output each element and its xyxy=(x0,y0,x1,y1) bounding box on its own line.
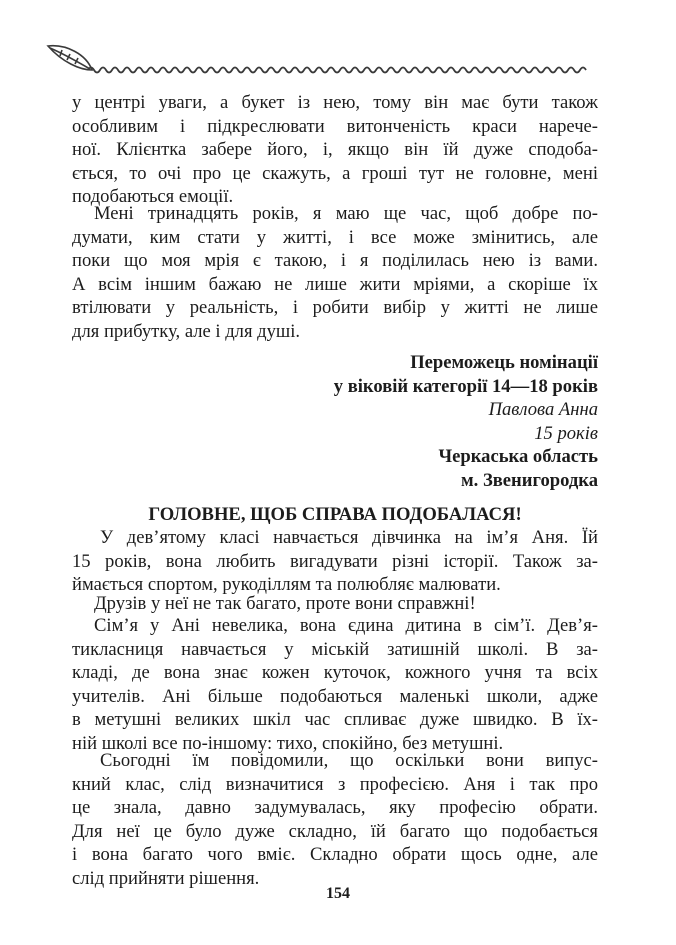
author-town: м. Звенигородка xyxy=(460,469,598,491)
text-line: особливим і підкреслювати витонченість краси нарече- xyxy=(72,115,598,137)
text-line: Для неї це було дуже складно, їй багато що подобається xyxy=(72,820,598,842)
paragraph-6 xyxy=(72,749,598,891)
text-line: 15 років, вона любить вигадувати різні історії. Також за- xyxy=(72,550,598,572)
text-line: ймається спортом, рукоділлям та полюбляє малювати. xyxy=(72,574,501,596)
text-line: ється, то очі про це скажуть, а гроші тут не головне, мені xyxy=(72,162,598,184)
author-name: Павлова Анна xyxy=(488,399,598,421)
paragraph-4 xyxy=(72,592,598,616)
award-title: Переможець номінації xyxy=(410,352,598,373)
text-line: для прибутку, але і для душі. xyxy=(72,320,301,342)
text-line: в метушні великих шкіл час спливає дуже швидко. В їх- xyxy=(72,709,598,731)
author-age: 15 років xyxy=(534,422,598,444)
text-line: це знала, давно задумувалась, яку професію обрати. xyxy=(72,797,598,819)
text-line: подобаються емоції. xyxy=(72,186,234,208)
text-line: слід прийняти рішення. xyxy=(72,867,260,889)
wavy-rule xyxy=(88,68,586,73)
text-line: ної. Клієнтка забере його, і, якщо він їй дуже сподоба- xyxy=(72,139,598,161)
text-line: поки що моя мрія є такою, і я поділилась нею із вами. xyxy=(72,250,598,272)
text-line: учителів. Ані більше подобаються маленькі школи, адже xyxy=(72,685,598,707)
text-line: ній школі все по-іншому: тихо, спокійно, без метушні. xyxy=(72,732,504,754)
text-line: тикласниця навчається у міській затишній школі. В за- xyxy=(72,638,598,660)
header-ornament xyxy=(44,40,604,84)
text-line: і вона багато чого вміє. Складно обрати щось одне, але xyxy=(72,844,598,866)
text-line: У дев’ятому класі навчається дівчинка на ім’я Аня. Їй xyxy=(100,527,598,548)
page-number: 154 xyxy=(326,885,350,902)
award-category: у віковій категорії 14—18 років xyxy=(333,375,598,397)
text-line: думати, ким стати у житті, і все може змінитись, але xyxy=(72,226,598,248)
paragraph-5 xyxy=(72,614,598,756)
text-line: А всім іншим бажаю не лише жити мріями, а скоріше їх xyxy=(72,273,598,295)
text-line: Друзів у неї не так багато, проте вони справжні! xyxy=(94,593,476,614)
story-title: ГОЛОВНЕ, ЩОБ СПРАВА ПОДОБАЛАСЯ! xyxy=(148,504,522,525)
text-line: кладі, де вона знає кожен куточок, кожного учня та всіх xyxy=(72,662,598,684)
author-signature xyxy=(334,351,598,493)
paragraph-3 xyxy=(72,526,598,597)
text-line: Сьогодні їм повідомили, що оскільки вони випус- xyxy=(100,750,598,771)
author-region: Черкаська область xyxy=(438,446,598,468)
feather-icon xyxy=(48,46,92,70)
text-line: кний клас, слід визначитися з професією. Аня і так про xyxy=(72,773,598,795)
text-line: Сім’я у Ані невелика, вона єдина дитина в сім’ї. Дев’я- xyxy=(94,615,598,636)
text-line: Мені тринадцять років, я маю ще час, щоб добре по- xyxy=(94,203,598,224)
paragraph-1 xyxy=(72,91,598,209)
text-line: у центрі уваги, а букет із нею, тому він має бути також xyxy=(72,92,598,113)
paragraph-2 xyxy=(72,202,598,344)
text-line: втілювати у реальність, і робити вибір у житті не лише xyxy=(72,297,598,319)
